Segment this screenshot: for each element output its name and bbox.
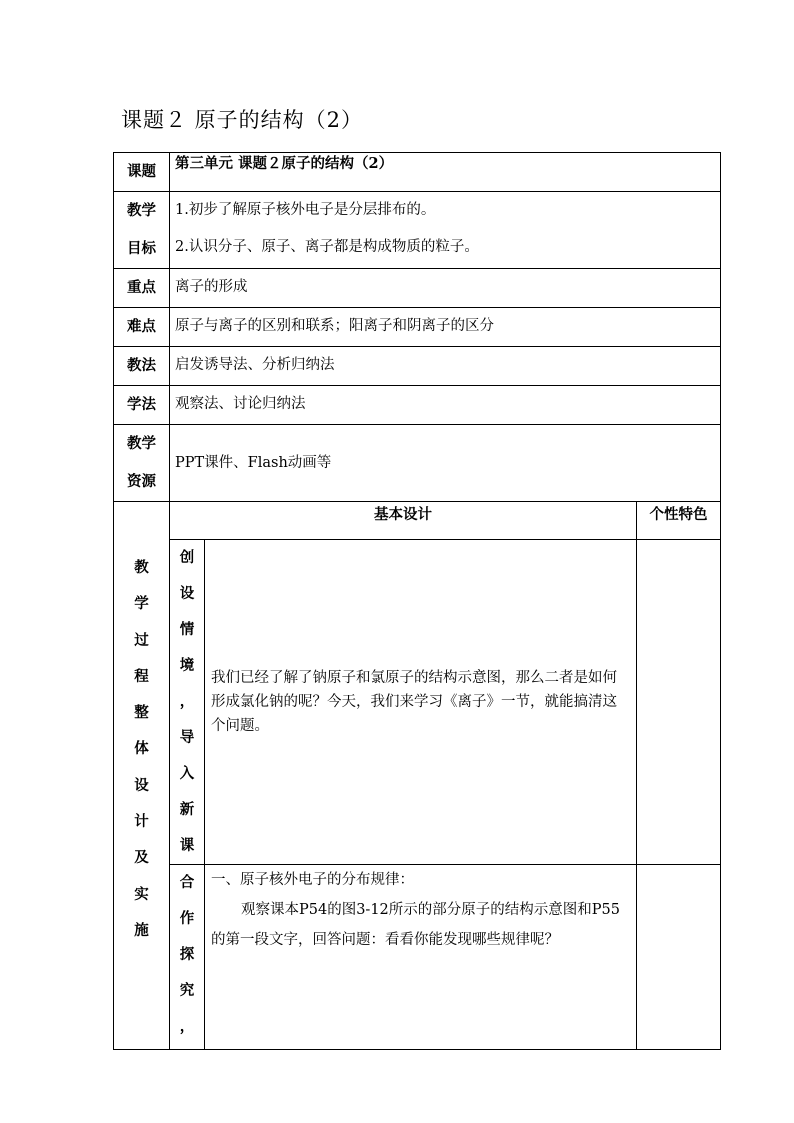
row-learning-method <box>114 386 721 425</box>
row-resources <box>114 425 721 502</box>
teaching-method-label: 教法 <box>114 347 170 386</box>
learning-method-value: 观察法、讨论归纳法 <box>170 386 721 425</box>
process-label-char: 实 <box>134 885 149 903</box>
row-topic <box>114 153 721 192</box>
explore-text: 观察课本P54的图3-12所示的部分原子的结构示意图和P55的第一段文字，回答问题：看看你能发现哪些规律呢？ <box>211 902 620 948</box>
intro-label-char: 创 <box>179 549 195 566</box>
explore-personal-cell <box>637 865 721 1050</box>
resources-label-line: 教学 <box>127 435 156 452</box>
process-label-char: 设 <box>134 776 149 794</box>
teaching-method-value: 启发诱导法、分析归纳法 <box>170 347 721 386</box>
row-intro <box>114 540 721 865</box>
process-label-char: 学 <box>134 595 149 613</box>
row-objectives <box>114 192 721 269</box>
process-label-char: 施 <box>134 921 149 939</box>
topic-label: 课题 <box>114 153 170 192</box>
page-title: 课题２ 原子的结构（2） <box>121 108 364 132</box>
intro-label-char: ， <box>179 693 195 710</box>
key-point-value: 离子的形成 <box>170 269 721 308</box>
process-label-char: 程 <box>134 667 149 685</box>
difficulty-value: 原子与离子的区别和联系；阳离子和阴离子的区分 <box>170 308 721 347</box>
process-label <box>114 502 170 1050</box>
lesson-plan-table <box>113 152 721 1050</box>
intro-label-char: 入 <box>179 765 195 782</box>
topic-value: 第三单元 课题２原子的结构（2） <box>170 153 721 192</box>
resources-label-line: 资源 <box>127 473 156 490</box>
key-point-label: 重点 <box>114 269 170 308</box>
objectives-label-line: 教学 <box>127 202 156 219</box>
header-personal-features: 个性特色 <box>637 502 721 540</box>
intro-label-char: 设 <box>179 585 195 602</box>
intro-label-char: 情 <box>179 621 195 638</box>
explore-heading: 一、原子核外电子的分布规律： <box>211 872 414 888</box>
resources-label <box>114 425 170 502</box>
row-process-header <box>114 502 721 540</box>
process-label-char: 教 <box>134 559 149 576</box>
learning-method-label: 学法 <box>114 386 170 425</box>
row-teaching-method <box>114 347 721 386</box>
intro-label-char: 课 <box>179 837 195 854</box>
intro-label-char: 境 <box>179 657 195 674</box>
process-label-char: 过 <box>134 631 149 649</box>
explore-label <box>170 865 205 1050</box>
explore-label-char: ， <box>179 1018 195 1035</box>
explore-label-char: 作 <box>179 910 195 927</box>
explore-label-char: 探 <box>179 946 195 963</box>
process-label-char: 及 <box>134 849 149 867</box>
explore-label-char: 究 <box>179 982 195 999</box>
objective-item: 2.认识分子、原子、离子都是构成物质的粒子。 <box>175 239 479 255</box>
objectives-value <box>170 192 721 269</box>
explore-label-char: 合 <box>179 874 195 891</box>
intro-label-char: 新 <box>179 801 195 818</box>
objectives-label <box>114 192 170 269</box>
row-difficulty <box>114 308 721 347</box>
objectives-label-line: 目标 <box>127 240 156 257</box>
header-basic-design: 基本设计 <box>170 502 637 540</box>
intro-text: 我们已经了解了钠原子和氯原子的结构示意图，那么二者是如何形成氯化钠的呢？今天，我们来学习《离子》一节，就能搞清这个问题。 <box>205 540 637 865</box>
intro-personal-cell <box>637 540 721 865</box>
explore-content <box>205 865 637 1050</box>
objective-item: 1.初步了解原子核外电子是分层排布的。 <box>175 202 436 218</box>
process-label-char: 整 <box>134 704 149 722</box>
process-label-char: 计 <box>134 813 149 831</box>
intro-label <box>170 540 205 865</box>
difficulty-label: 难点 <box>114 308 170 347</box>
intro-label-char: 导 <box>179 729 195 746</box>
resources-value: PPT课件、Flash动画等 <box>170 425 721 502</box>
row-explore <box>114 865 721 1050</box>
process-label-char: 体 <box>134 740 149 758</box>
row-key-point <box>114 269 721 308</box>
